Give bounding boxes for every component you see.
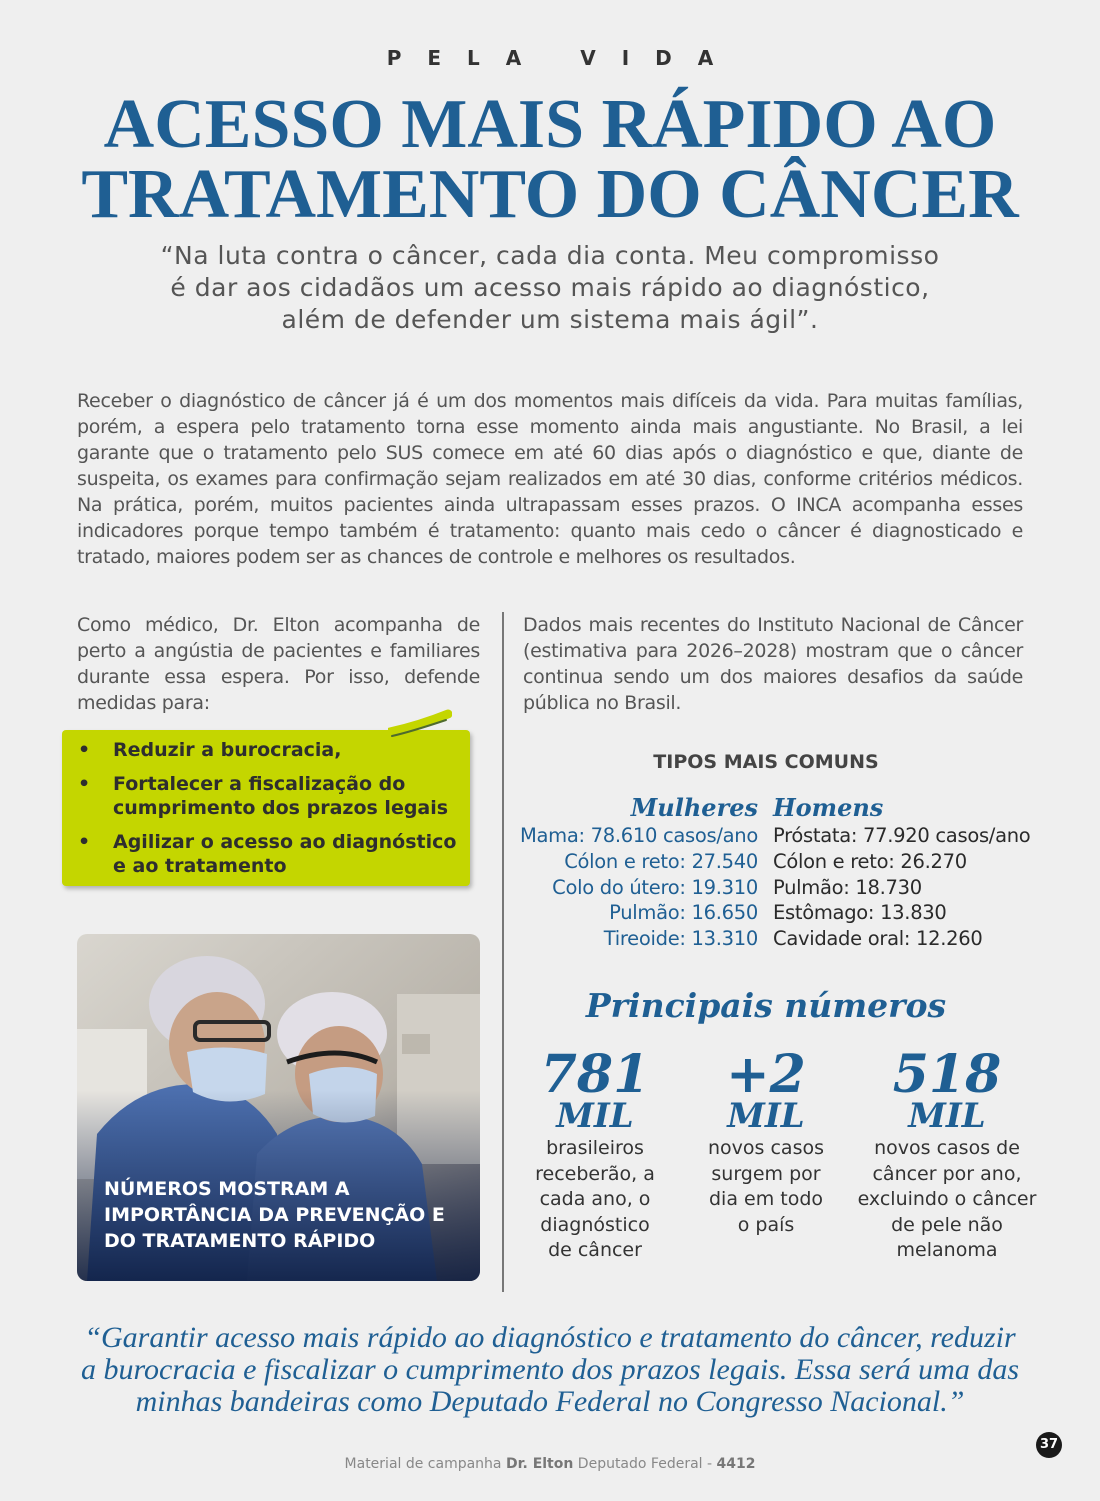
closing-quote (0, 1322, 1100, 1418)
left-column-text: Como médico, Dr. Elton acompanha de perto a angústia de pacientes e familiares durante essa espera. Por isso, defende medidas para: (77, 614, 480, 714)
women-item: Colo do útero: 19.310 (552, 875, 758, 899)
men-item: Cólon e reto: 26.270 (773, 849, 967, 873)
lead-quote-line-2: é dar aos cidadãos um acesso mais rápido ao diagnóstico, (170, 273, 930, 302)
bullet-icon: • (78, 773, 91, 795)
footer (0, 1456, 1100, 1472)
stat-description: brasileiros receberão, a cada ano, o diagnóstico de câncer (535, 1137, 655, 1261)
right-column-text: Dados mais recentes do Instituto Nacional de Câncer (estimativa para 2026–2028) mostram que o câncer continua sendo um dos maiores desafios da saúde pública no Brasil. (523, 614, 1023, 714)
stat-block (852, 1046, 1042, 1264)
footer-number: 4412 (716, 1456, 756, 1472)
measure-item (78, 738, 458, 762)
stat-number: 781 (540, 1044, 650, 1105)
stat-unit: MIL (556, 1096, 634, 1136)
stat-number: +2 (726, 1044, 806, 1105)
measure-item (78, 772, 458, 820)
closing-quote-line-1: “Garantir acesso mais rápido ao diagnóstico e tratamento do câncer, reduzir (84, 1321, 1016, 1354)
men-item: Pulmão: 18.730 (773, 875, 922, 899)
title-line-2: TRATAMENTO DO CÂNCER (81, 156, 1019, 233)
closing-quote-line-3: minhas bandeiras como Deputado Federal no Congresso Nacional.” (135, 1385, 965, 1418)
footer-name: Dr. Elton (505, 1456, 574, 1472)
men-heading: Homens (773, 793, 884, 822)
surgeons-photo (77, 934, 480, 1281)
lead-quote-line-1: “Na luta contra o câncer, cada dia conta. Meu compromisso (160, 241, 940, 270)
women-item: Cólon e reto: 27.540 (564, 849, 758, 873)
closing-quote-line-2: a burocracia e fiscalizar o cumprimento dos prazos legais. Essa será uma das (80, 1353, 1020, 1386)
measure-text: Agilizar o acesso ao diagnóstico e ao tratamento (113, 831, 457, 877)
page-title (0, 86, 1100, 233)
photo-caption: NÚMEROS MOSTRAM A IMPORTÂNCIA DA PREVENÇÃO E DO TRATAMENTO RÁPIDO (104, 1178, 445, 1252)
stat-number: 518 (892, 1044, 1002, 1105)
title-line-1: ACESSO MAIS RÁPIDO AO (103, 86, 997, 163)
measure-text: Fortalecer a fiscalização do cumprimento dos prazos legais (113, 773, 449, 819)
women-item: Tireoide: 13.310 (603, 927, 758, 951)
measure-text: Reduzir a burocracia, (113, 739, 342, 761)
numbers-title: Principais números (585, 986, 947, 1025)
measure-item (78, 830, 458, 878)
footer-middle: Deputado Federal - (573, 1456, 717, 1472)
stat-description: novos casos surgem por dia em todo o país (708, 1137, 824, 1236)
men-item: Cavidade oral: 12.260 (773, 927, 983, 951)
men-item: Estômago: 13.830 (773, 901, 947, 925)
women-item: Pulmão: 16.650 (609, 901, 758, 925)
measures-list (78, 738, 458, 888)
women-heading: Mulheres (630, 793, 758, 822)
stat-unit: MIL (727, 1096, 805, 1136)
footer-prefix: Material de campanha (344, 1456, 506, 1472)
men-item: Próstata: 77.920 casos/ano (773, 824, 1031, 847)
types-title: TIPOS MAIS COMUNS (653, 751, 879, 773)
stat-block (671, 1046, 861, 1238)
stat-description: novos casos de câncer por ano, excluindo o câncer de pele não melanoma (857, 1137, 1037, 1261)
lead-quote (0, 240, 1100, 336)
section-kicker: PELA VIDA (386, 46, 740, 70)
bullet-icon: • (78, 831, 91, 853)
page-number-badge: 37 (1036, 1432, 1062, 1458)
marker-swoosh-icon (388, 708, 452, 738)
stat-block (500, 1046, 690, 1264)
lead-quote-line-3: além de defender um sistema mais ágil”. (281, 305, 819, 334)
intro-paragraph: Receber o diagnóstico de câncer já é um dos momentos mais difíceis da vida. Para muitas famílias, porém, a espera pelo tratamento torna esse momento ainda mais angustiante. No Brasil, a lei garante que o tratamento pelo SUS comece em até 60 dias após o diagnóstico e que, diante de suspeita, os exames para confirmação sejam realizados em até 30 dias, conforme critérios médicos. Na prática, porém, muitos pacientes ainda ultrapassam esses prazos. O INCA acompanha esses indicadores porque tempo também é tratamento: quanto mais cedo o câncer é diagnosticado e tratado, maiores podem ser as chances de controle e melhores os resultados. (77, 390, 1023, 568)
men-list (773, 823, 1093, 952)
women-item: Mama: 78.610 casos/ano (519, 824, 758, 847)
women-list (510, 823, 758, 952)
bullet-icon: • (78, 739, 91, 761)
stat-unit: MIL (908, 1096, 986, 1136)
